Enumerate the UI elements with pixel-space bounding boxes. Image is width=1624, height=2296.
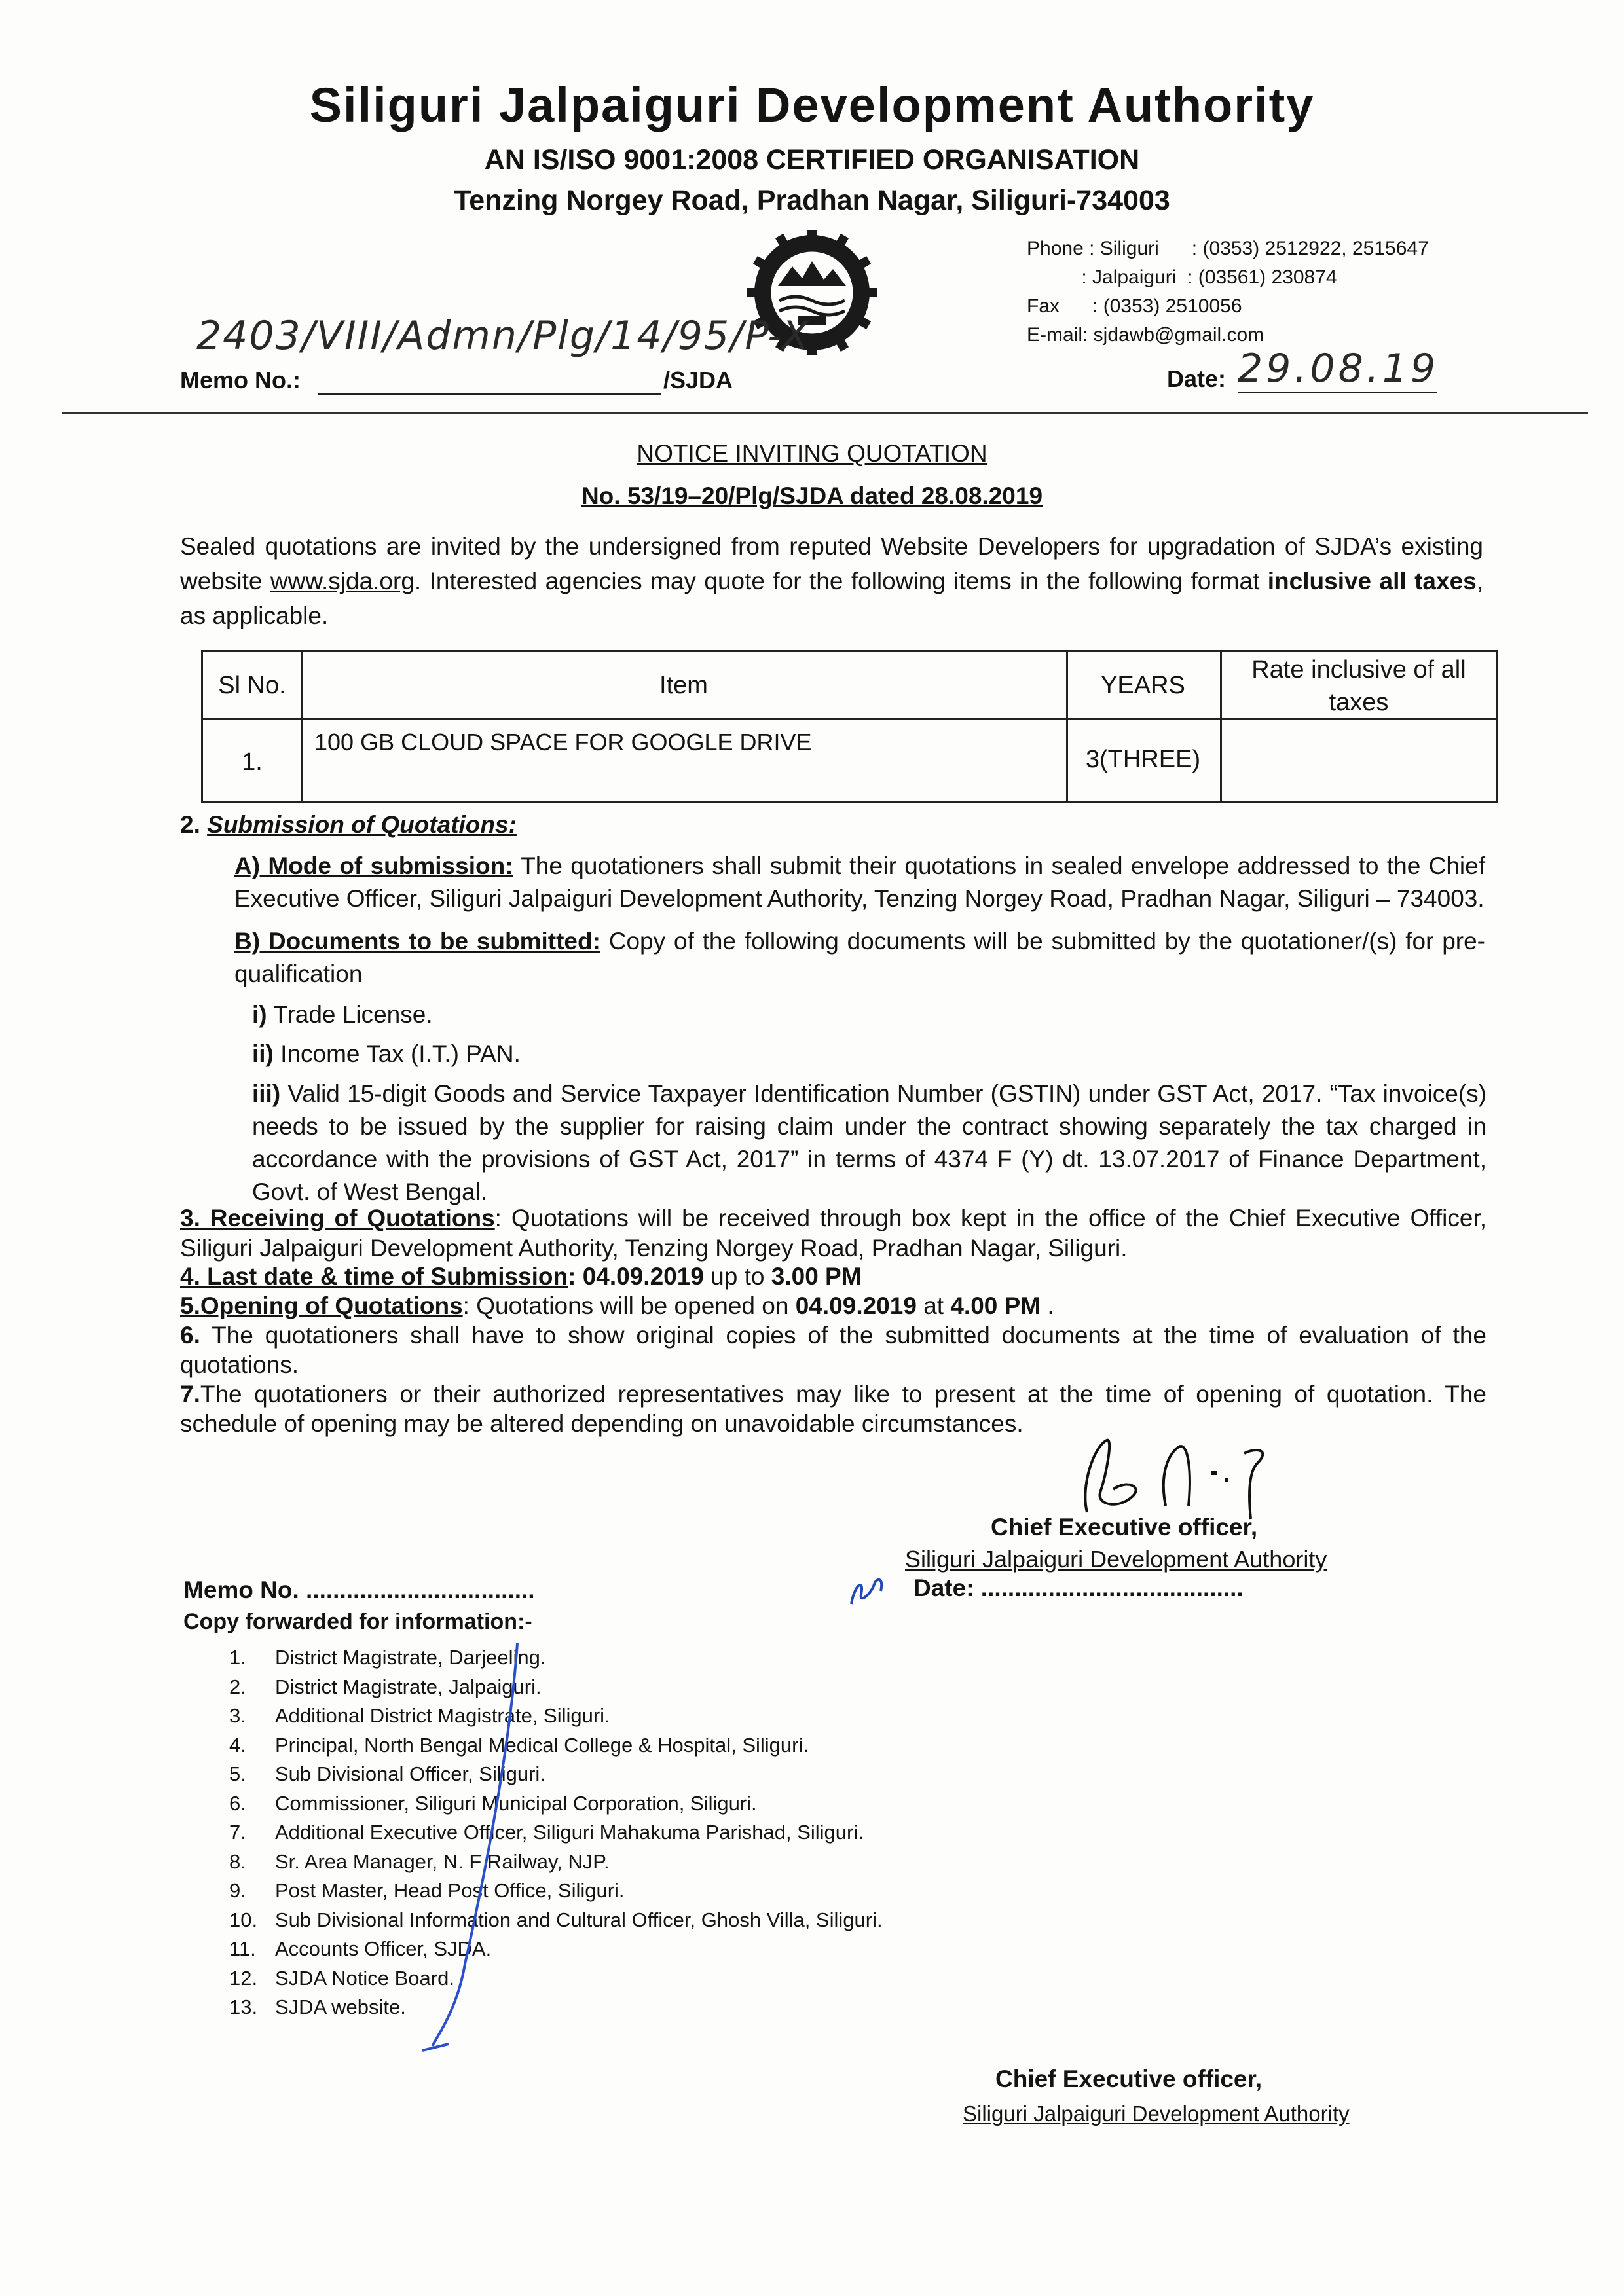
document-item-i <box>252 998 1486 1031</box>
list-item <box>229 1760 883 1789</box>
table-header-slno: Sl No. <box>218 672 286 699</box>
list-item-text: Accounts Officer, SJDA. <box>275 1937 492 1960</box>
doc-ii-number: ii) <box>252 1040 274 1067</box>
section-4-mid: up to <box>703 1263 771 1290</box>
ink-mark <box>845 1558 897 1617</box>
intro-text-1: Sealed quotations are invited by the undersigned from reputed Website Developers for upgradation of SJDA’s existing website <box>180 533 1483 594</box>
table-cell-slno: 1. <box>242 748 263 776</box>
section-2b <box>234 925 1485 991</box>
section-4-label: 4. Last date & time of Submission <box>180 1263 568 1290</box>
copy-memo-label: Memo No. .................................. <box>183 1576 535 1603</box>
section-7 <box>180 1379 1486 1438</box>
doc-ii-text: Income Tax (I.T.) PAN. <box>273 1040 521 1067</box>
list-item-number: 3. <box>229 1704 246 1727</box>
section-5-time: 4.00 PM <box>950 1292 1041 1319</box>
handwritten-signature <box>1061 1434 1297 1525</box>
section-4-date: 04.09.2019 <box>582 1263 704 1290</box>
date-handwritten: 29.08.19 <box>1238 346 1439 392</box>
table-header-item: Item <box>659 672 708 699</box>
date-underline <box>1238 392 1437 393</box>
section-6-number: 6. <box>180 1322 200 1349</box>
list-item-text: Commissioner, Siliguri Municipal Corporation, Siliguri. <box>275 1791 757 1815</box>
list-item <box>229 1673 883 1702</box>
list-item <box>229 1731 883 1760</box>
list-item <box>229 1789 883 1819</box>
section-5-label: 5.Opening of Quotations <box>180 1292 463 1319</box>
section-7-number: 7. <box>180 1381 200 1408</box>
doc-iii-text: Valid 15-digit Goods and Service Taxpayer Identification Number (GSTIN) under GST Act, 2017. “Tax invoice(s) needs to be issued by the supplier for raising claim under the contract showing separately the tax charged in accordance with the provisions of GST Act, 2017” in terms of 4374 F (Y) dt. 13.07.2017 of Finance Department, Govt. of West Bengal. <box>252 1080 1486 1205</box>
certification: AN IS/ISO 9001:2008 CERTIFIED ORGANISATION <box>484 144 1140 175</box>
section-2-title: Submission of Quotations: <box>207 811 517 838</box>
memo-suffix: /SJDA <box>663 367 733 393</box>
pen-strike-line <box>419 1637 537 2056</box>
list-item-number: 1. <box>229 1646 246 1669</box>
list-item <box>229 1848 883 1877</box>
list-item-text: SJDA Notice Board. <box>275 1966 454 1990</box>
list-item <box>229 1906 883 1935</box>
signatory-title: Chief Executive officer, <box>991 1514 1258 1540</box>
doc-i-text: Trade License. <box>267 1001 433 1028</box>
list-item-number: 13. <box>229 1995 258 2018</box>
section-2b-label: B) Documents to be submitted: <box>234 928 600 955</box>
list-item-number: 11. <box>229 1937 256 1960</box>
signatory-org: Siliguri Jalpaiguri Development Authority <box>905 1546 1327 1573</box>
doc-i-number: i) <box>252 1001 267 1028</box>
section-4 <box>180 1263 1486 1290</box>
table-header-rate: Rate inclusive of all taxes <box>1251 656 1466 716</box>
date-label: Date: <box>1167 365 1227 392</box>
section-4-time: 3.00 PM <box>771 1263 862 1290</box>
header-divider <box>62 412 1588 414</box>
list-item-number: 12. <box>229 1966 258 1990</box>
list-item-text: SJDA website. <box>275 1995 406 2018</box>
phone-siliguri: Phone : Siliguri : (0353) 2512922, 2515647 <box>1027 238 1429 259</box>
list-item-number: 6. <box>229 1791 246 1815</box>
fax: Fax : (0353) 2510056 <box>1027 295 1242 317</box>
section-3 <box>180 1203 1486 1264</box>
list-item <box>229 1643 883 1673</box>
memo-underline <box>318 393 661 395</box>
list-item-text: District Magistrate, Jalpaiguri. <box>275 1675 542 1698</box>
email: E-mail: sjdawb@gmail.com <box>1027 324 1264 346</box>
section-6-text: The quotationers shall have to show original copies of the submitted documents at the time of evaluation of the quotations. <box>180 1322 1486 1378</box>
section-2a-label: A) Mode of submission: <box>234 852 513 879</box>
section-2-heading <box>180 809 517 841</box>
section-5 <box>180 1292 1486 1320</box>
signatory-org-bottom: Siliguri Jalpaiguri Development Authority <box>963 2102 1350 2126</box>
list-item-text: Post Master, Head Post Office, Siliguri. <box>275 1879 625 1902</box>
list-item-text: Sub Divisional Information and Cultural Officer, Ghosh Villa, Siliguri. <box>275 1908 883 1931</box>
contact-block <box>1027 234 1429 350</box>
list-item-text: Sr. Area Manager, N. F Railway, NJP. <box>275 1850 610 1873</box>
phone-jalpaiguri: : Jalpaiguri : (03561) 230874 <box>1027 266 1337 288</box>
document-item-iii <box>252 1078 1486 1209</box>
memo-handwritten-number: 2403/VIII/Admn/Plg/14/95/P-X <box>196 313 810 359</box>
intro-bold: inclusive all taxes <box>1267 568 1477 594</box>
table-header-years: YEARS <box>1101 672 1185 699</box>
section-2b-text: Copy of the following documents will be submitted by the quotationer/(s) for pre-qualification <box>234 928 1485 987</box>
intro-paragraph <box>180 529 1483 633</box>
list-item <box>229 1818 883 1848</box>
table-cell-item: 100 GB CLOUD SPACE FOR GOOGLE DRIVE <box>314 729 812 756</box>
section-5-end: . <box>1041 1292 1054 1319</box>
signatory-date: Date: ....................................... <box>913 1575 1244 1601</box>
section-5-mid: at <box>916 1292 951 1319</box>
copy-forwarded-heading: Copy forwarded for information:- <box>183 1609 532 1634</box>
list-item <box>229 1876 883 1906</box>
list-item-text: Principal, North Bengal Medical College & Hospital, Siliguri. <box>275 1733 809 1757</box>
org-address: Tenzing Norgey Road, Pradhan Nagar, Siliguri-734003 <box>454 185 1170 216</box>
list-item-number: 8. <box>229 1850 246 1873</box>
section-2a <box>234 850 1485 915</box>
notice-number: No. 53/19–20/Plg/SJDA dated 28.08.2019 <box>581 483 1043 509</box>
copy-list <box>229 1643 883 2022</box>
website-link[interactable]: www.sjda.org <box>270 568 415 594</box>
list-item-number: 4. <box>229 1733 246 1757</box>
section-3-label: 3. Receiving of Quotations <box>180 1205 495 1231</box>
list-item-text: District Magistrate, Darjeeling. <box>275 1646 546 1669</box>
notice-title: NOTICE INVITING QUOTATION <box>637 440 987 467</box>
list-item-number: 5. <box>229 1762 246 1785</box>
list-item-number: 7. <box>229 1821 246 1844</box>
section-4-colon: : <box>568 1263 583 1290</box>
memo-label: Memo No.: <box>180 367 301 393</box>
quotation-table <box>201 650 1498 803</box>
table-cell-years: 3(THREE) <box>1085 746 1201 773</box>
list-item-number: 10. <box>229 1908 258 1931</box>
org-name: Siliguri Jalpaiguri Development Authority <box>309 78 1315 132</box>
list-item-number: 2. <box>229 1675 246 1698</box>
intro-text-2: . Interested agencies may quote for the following items in the following format <box>414 568 1268 594</box>
document-item-ii <box>252 1038 1486 1070</box>
section-2-number: 2. <box>180 811 208 838</box>
signatory-title-bottom: Chief Executive officer, <box>995 2066 1263 2092</box>
section-3-text: : Quotations will be received through box kept in the office of the Chief Executive Officer, Siliguri Jalpaiguri Development Authority, Tenzing Norgey Road, Pradhan Nagar, Siliguri. <box>180 1205 1486 1262</box>
list-item-text: Sub Divisional Officer, Siliguri. <box>275 1762 545 1785</box>
intro-text-3: , as applicable. <box>180 568 1484 629</box>
list-item <box>229 1964 883 1994</box>
doc-iii-number: iii) <box>252 1080 281 1107</box>
section-2a-text: The quotationers shall submit their quotations in sealed envelope addressed to the Chief Executive Officer, Siliguri Jalpaiguri Development Authority, Tenzing Norgey Road, Pradhan Nagar, Siliguri – 734003. <box>234 852 1485 912</box>
section-6 <box>180 1321 1486 1379</box>
list-item-text: Additional Executive Officer, Siliguri Mahakuma Parishad, Siliguri. <box>275 1821 864 1844</box>
section-5-date: 04.09.2019 <box>795 1292 917 1319</box>
list-item-number: 9. <box>229 1879 246 1902</box>
list-item <box>229 1935 883 1964</box>
section-7-text: The quotationers or their authorized representatives may like to present at the time of opening of quotation. The schedule of opening may be altered depending on unavoidable circumstances. <box>180 1381 1486 1437</box>
list-item <box>229 1993 883 2022</box>
section-5-text: : Quotations will be opened on <box>462 1292 796 1319</box>
list-item <box>229 1702 883 1731</box>
list-item-text: Additional District Magistrate, Siliguri. <box>275 1704 610 1727</box>
